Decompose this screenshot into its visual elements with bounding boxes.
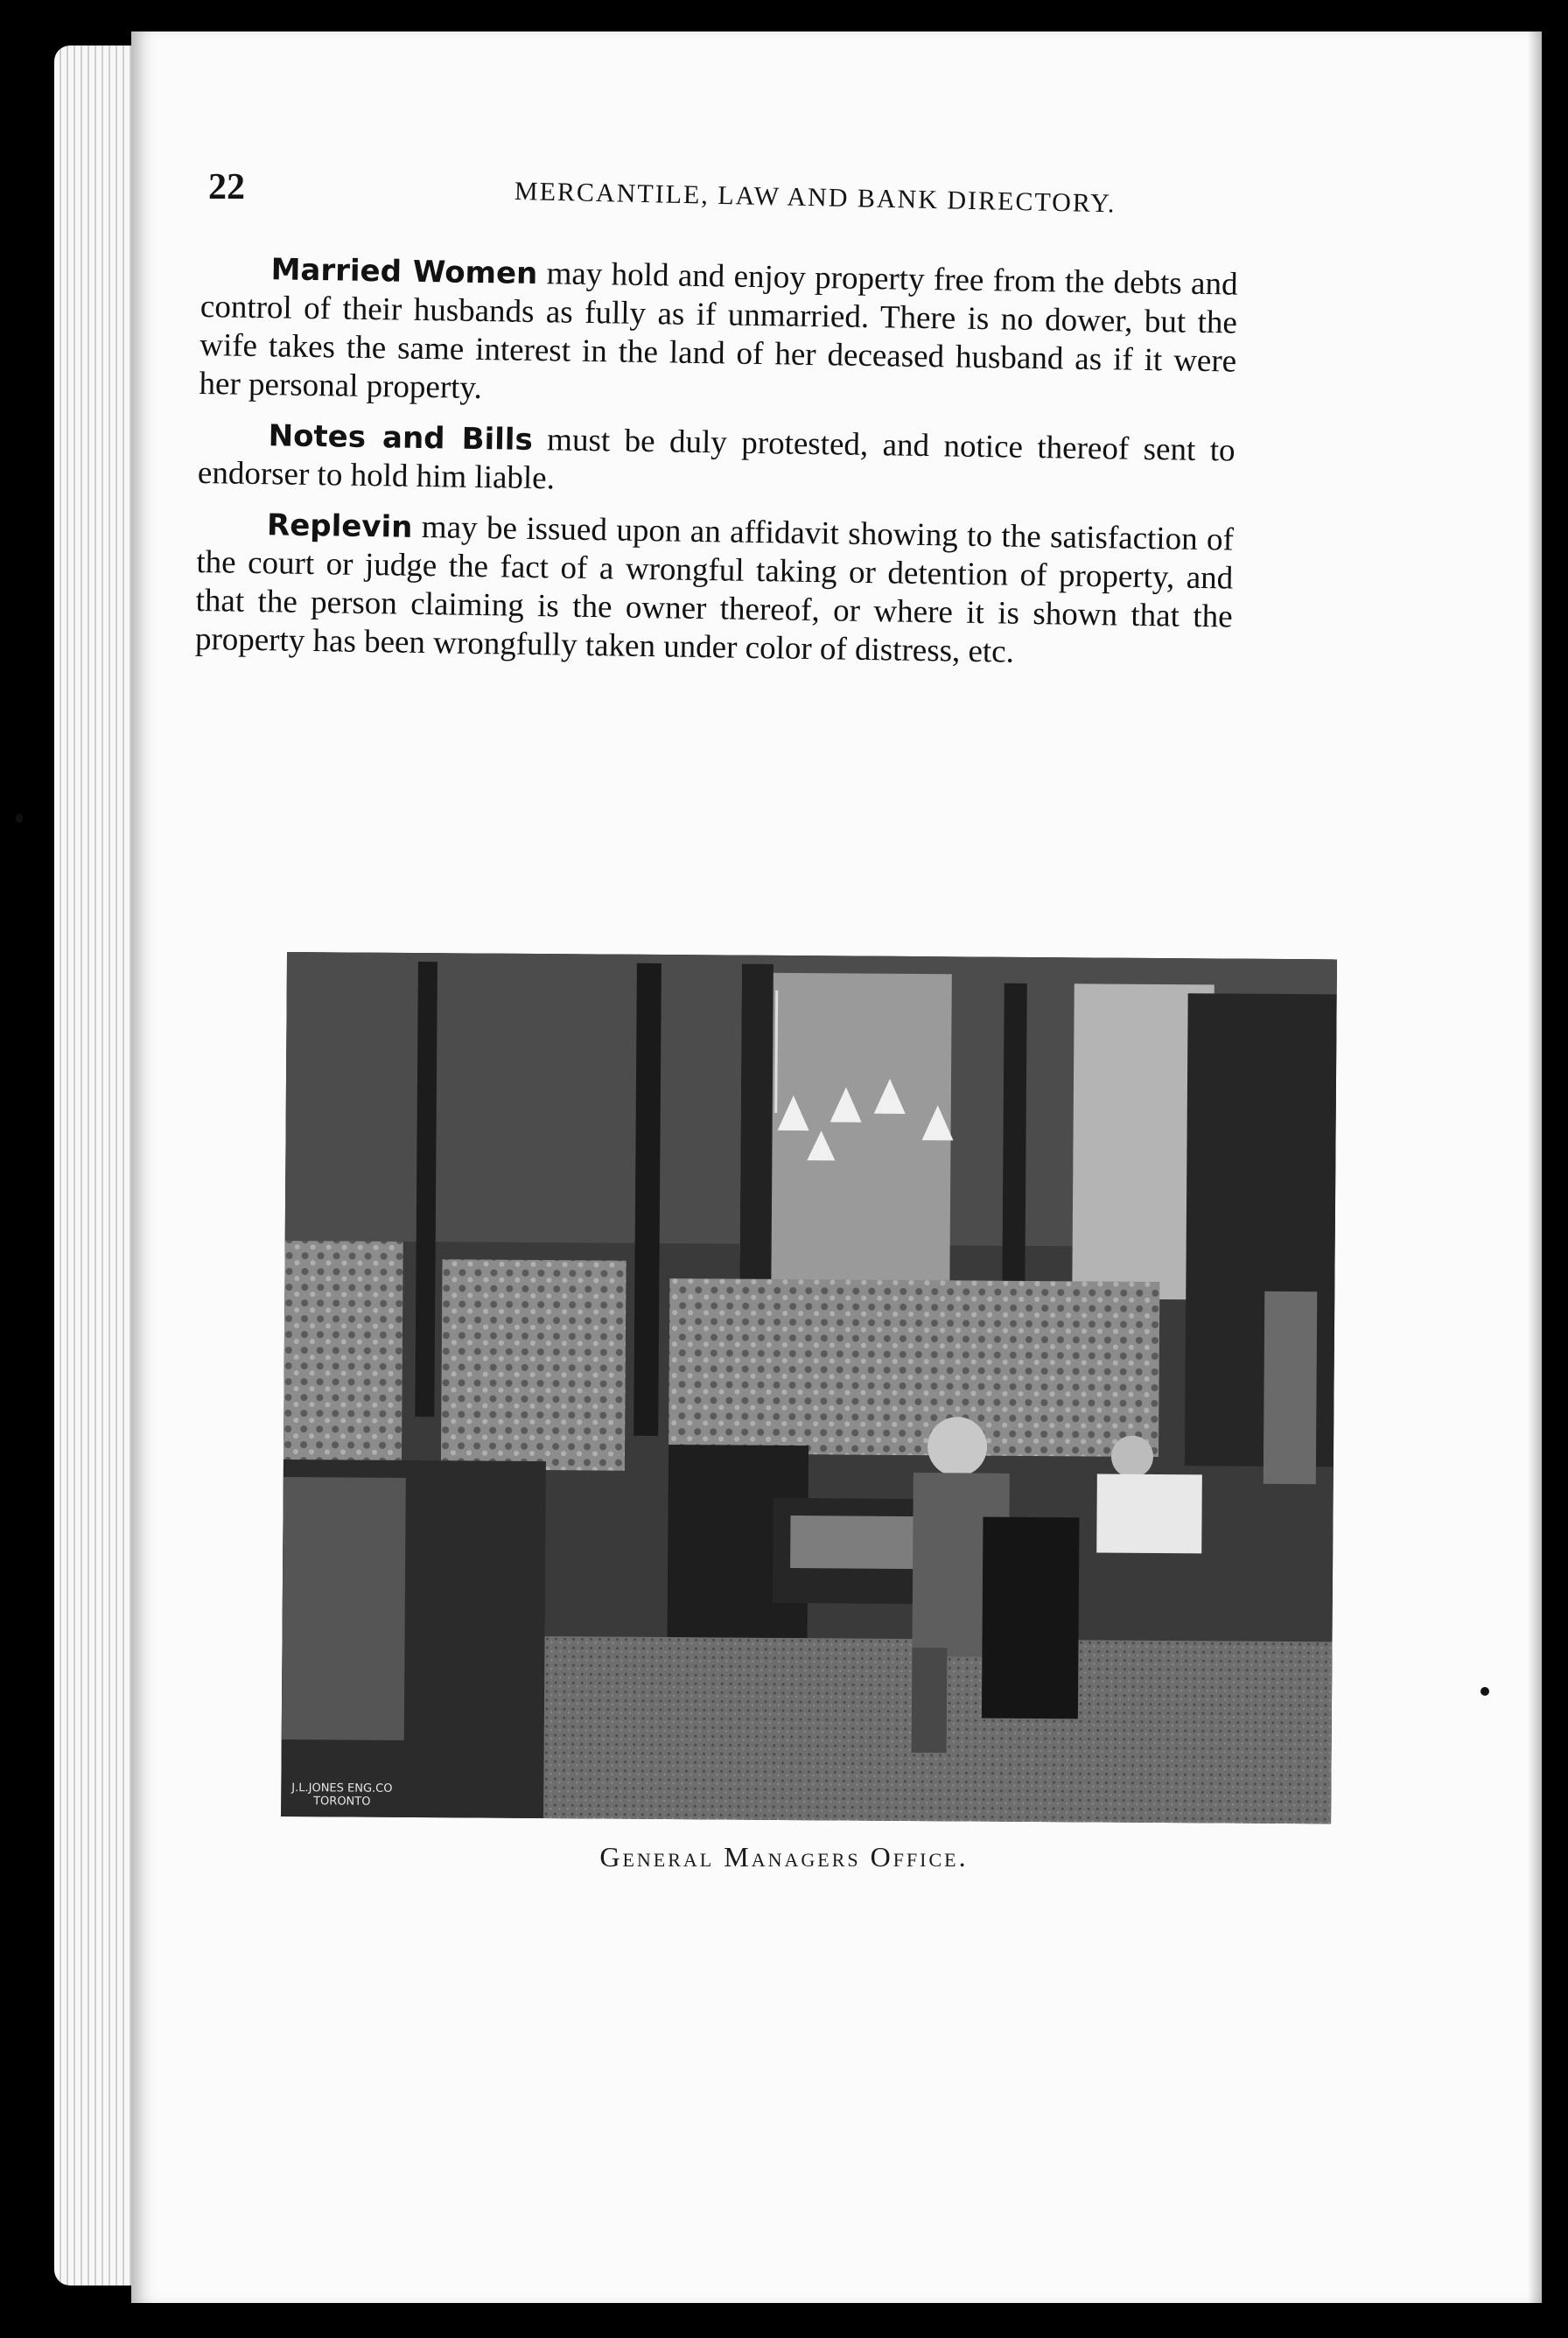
paragraph-text: may hold and enjoy property free from the debts and control of their husbands as fully as if unmarried. There is no dower, but the wife takes the same interest in the land of her deceased husband as if it were her personal property. xyxy=(199,256,1238,407)
run-in-heading: Married Women xyxy=(270,252,538,292)
paragraph-text: may be issued upon an affidavit showing to the satisfaction of the court or judge the fact of a wrongful taking or detention of property, and that the person claiming is the owner thereof, or where it is shown that the property has been wrongfully taken under color of distress, etc. xyxy=(194,508,1235,670)
page-number: 22 xyxy=(208,167,245,207)
paragraph-notes-and-bills xyxy=(198,416,1236,509)
paragraph-text: must be duly protested, and notice thereof sent to endorser to hold him liable. xyxy=(197,421,1236,497)
paragraph-married-women xyxy=(199,249,1238,420)
body-text xyxy=(194,249,1237,688)
running-title: MERCANTILE, LAW AND BANK DIRECTORY. xyxy=(514,177,1116,219)
engraver-name: J.L.JONES ENG.CO xyxy=(291,1782,393,1796)
run-in-heading: Replevin xyxy=(266,508,413,545)
engraver-credit xyxy=(291,1782,392,1809)
page-gutter-shadow xyxy=(1528,32,1542,2303)
photograph-illustration xyxy=(281,952,1337,1824)
paragraph-replevin xyxy=(195,505,1235,676)
scan-speck xyxy=(16,814,23,822)
figure-caption: General Managers Office. xyxy=(599,1841,969,1872)
scan-speck xyxy=(1480,1687,1489,1696)
run-in-heading: Notes and Bills xyxy=(268,418,534,458)
page-header xyxy=(208,166,1241,228)
engraver-city: TORONTO xyxy=(313,1795,371,1809)
office-photograph xyxy=(281,952,1337,1824)
